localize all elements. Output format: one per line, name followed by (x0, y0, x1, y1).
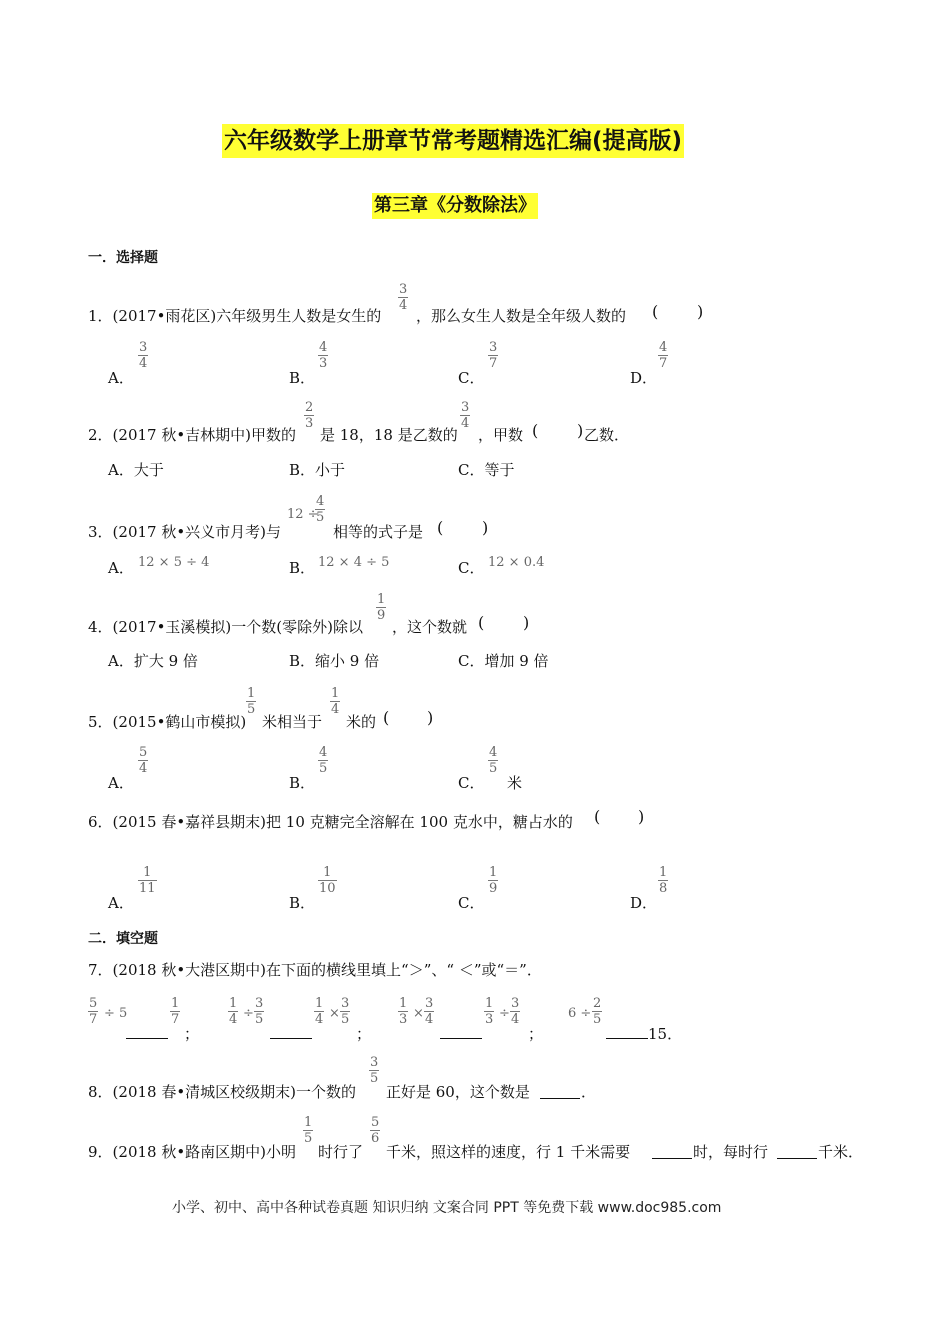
option-b[interactable]: B． (289, 559, 316, 577)
question-4-tail: ，这个数就 (392, 618, 468, 636)
chapter-title: 第三章《分数除法》 (372, 193, 538, 219)
fraction: $\frac{1}{11}$ (139, 865, 156, 896)
fraction: $\frac{3}{7}$ (489, 340, 498, 371)
answer-paren-open: ( (532, 421, 539, 440)
option-a[interactable]: A． (108, 559, 134, 577)
option-b-expression: 12 × 4 ÷ 5 (318, 555, 390, 570)
math-times: × (413, 1006, 424, 1021)
fraction: $\frac{3}{4}$ (139, 340, 148, 371)
answer-paren-close: ) (577, 421, 584, 440)
question-9-mid: 时行了 (318, 1143, 364, 1161)
fraction: $\frac{4}{7}$ (659, 340, 668, 371)
answer-paren-open: ( (437, 518, 444, 537)
option-a[interactable]: A． (108, 774, 134, 792)
fraction: $\frac{1}{4}$ (229, 996, 238, 1027)
option-a[interactable]: A． (108, 894, 134, 912)
fraction: $\frac{1}{5}$ (304, 1115, 313, 1146)
footer-text: 小学、初中、高中各种试卷真题 知识归纳 文案合同 PPT 等免费下载 www.doc985.com (172, 1200, 722, 1216)
fraction: $\frac{2}{3}$ (305, 400, 314, 431)
fraction: $\frac{3}{5}$ (341, 996, 350, 1027)
option-a[interactable]: A． (108, 369, 134, 387)
fraction: $\frac{3}{5}$ (370, 1055, 379, 1086)
option-b[interactable]: B． (289, 774, 316, 792)
fraction: $\frac{4}{3}$ (319, 340, 328, 371)
fraction: $\frac{3}{4}$ (399, 282, 408, 313)
option-b[interactable]: B． (289, 894, 316, 912)
question-7-end: 15． (648, 1025, 683, 1043)
option-b[interactable]: B．小于 (289, 461, 346, 479)
answer-blank[interactable] (126, 1024, 168, 1039)
question-2-mid: 是 18，18 是乙数的 (320, 426, 458, 444)
question-6-text: 6．(2015 春•嘉祥县期末)把 10 克糖完全溶解在 100 克水中，糖占水的 (88, 813, 573, 831)
fraction: $\frac{1}{3}$ (399, 996, 408, 1027)
question-7-text: 7．(2018 秋•大港区期中)在下面的横线里填上“＞”、“ ＜”或“＝”． (88, 961, 542, 979)
question-8-end: ． (581, 1083, 597, 1101)
answer-blank[interactable] (652, 1144, 692, 1159)
option-c[interactable]: C．增加 9 倍 (458, 652, 549, 670)
math-div: ÷ (499, 1006, 510, 1021)
fraction: $\frac{1}{3}$ (485, 996, 494, 1027)
fraction: $\frac{5}{4}$ (139, 745, 148, 776)
option-c-unit: 米 (507, 774, 523, 792)
answer-paren-close: ) (697, 302, 704, 321)
math-expression: 12 ÷ (287, 507, 319, 522)
option-a[interactable]: A．扩大 9 倍 (108, 652, 198, 670)
fraction: $\frac{1}{9}$ (377, 592, 386, 623)
separator: ； (184, 1025, 200, 1043)
answer-blank[interactable] (270, 1024, 312, 1039)
answer-blank[interactable] (777, 1144, 817, 1159)
math-div-5: ÷ 5 (104, 1006, 128, 1021)
option-c[interactable]: C． (458, 369, 485, 387)
fraction: $\frac{3}{5}$ (255, 996, 264, 1027)
answer-blank[interactable] (440, 1024, 482, 1039)
question-8-text: 8．(2018 春•清城区校级期末)一个数的 (88, 1083, 357, 1101)
page-title: 六年级数学上册章节常考题精选汇编(提高版) (222, 124, 684, 158)
option-b[interactable]: B．缩小 9 倍 (289, 652, 380, 670)
answer-blank[interactable] (606, 1024, 648, 1039)
option-a[interactable]: A．大于 (108, 461, 164, 479)
question-1-tail: ，那么女生人数是全年级人数的 (416, 307, 627, 325)
fraction: $\frac{1}{4}$ (331, 686, 340, 717)
fraction: $\frac{1}{5}$ (247, 686, 256, 717)
question-2-text: 2．(2017 秋•吉林期中)甲数的 (88, 426, 297, 444)
math-div: ÷ (243, 1006, 254, 1021)
fraction: $\frac{5}{6}$ (371, 1115, 380, 1146)
separator: ； (528, 1025, 544, 1043)
option-c[interactable]: C． (458, 894, 485, 912)
fraction: $\frac{3}{4}$ (425, 996, 434, 1027)
option-b[interactable]: B． (289, 369, 316, 387)
question-2-end: 乙数． (584, 426, 630, 444)
math-six-div: 6 ÷ (568, 1006, 592, 1021)
question-9-end: 千米． (818, 1143, 864, 1161)
question-3-tail: 相等的式子是 (333, 523, 424, 541)
question-5-text: 5．(2015•鹤山市模拟) (88, 713, 247, 731)
question-4-text: 4．(2017•玉溪模拟)一个数(零除外)除以 (88, 618, 363, 636)
fraction: $\frac{1}{10}$ (319, 865, 336, 896)
question-1-text: 1．(2017•雨花区)六年级男生人数是女生的 (88, 307, 382, 325)
option-a-expression: 12 × 5 ÷ 4 (138, 555, 210, 570)
math-times: × (329, 1006, 340, 1021)
answer-paren-close: ) (482, 518, 489, 537)
fraction: $\frac{1}{8}$ (659, 865, 668, 896)
answer-paren-open: ( (478, 613, 485, 632)
option-c[interactable]: C． (458, 559, 485, 577)
fraction: $\frac{1}{9}$ (489, 865, 498, 896)
fraction: $\frac{3}{4}$ (461, 400, 470, 431)
fraction: $\frac{5}{7}$ (89, 996, 98, 1027)
answer-paren-open: ( (652, 302, 659, 321)
option-c[interactable]: C． (458, 774, 485, 792)
option-d[interactable]: D． (630, 369, 658, 387)
section-fill-heading: 二．填空题 (88, 931, 158, 947)
answer-blank[interactable] (540, 1084, 580, 1099)
fraction: $\frac{4}{5}$ (319, 745, 328, 776)
fraction: $\frac{4}{5}$ (316, 494, 325, 525)
option-d[interactable]: D． (630, 894, 658, 912)
answer-paren-close: ) (523, 613, 530, 632)
question-5-mid: 米相当于 (262, 713, 323, 731)
question-2-tail: ，甲数 (478, 426, 524, 444)
section-choice-heading: 一．选择题 (88, 250, 158, 266)
fraction: $\frac{1}{7}$ (171, 996, 180, 1027)
question-5-tail: 米的 (346, 713, 377, 731)
answer-paren-close: ) (427, 708, 434, 727)
fraction: $\frac{2}{5}$ (593, 996, 602, 1027)
question-9-text: 9．(2018 秋•路南区期中)小明 (88, 1143, 297, 1161)
question-9-mid3: 时，每时行 (693, 1143, 769, 1161)
answer-paren-close: ) (638, 807, 645, 826)
option-c-expression: 12 × 0.4 (488, 555, 545, 570)
answer-paren-open: ( (594, 807, 601, 826)
answer-paren-open: ( (383, 708, 390, 727)
fraction: $\frac{4}{5}$ (489, 745, 498, 776)
question-9-mid2: 千米，照这样的速度，行 1 千米需要 (386, 1143, 631, 1161)
question-8-tail: 正好是 60，这个数是 (386, 1083, 530, 1101)
fraction: $\frac{3}{4}$ (511, 996, 520, 1027)
fraction: $\frac{1}{4}$ (315, 996, 324, 1027)
question-3-text: 3．(2017 秋•兴义市月考)与 (88, 523, 282, 541)
option-c[interactable]: C．等于 (458, 461, 515, 479)
separator: ； (356, 1025, 372, 1043)
